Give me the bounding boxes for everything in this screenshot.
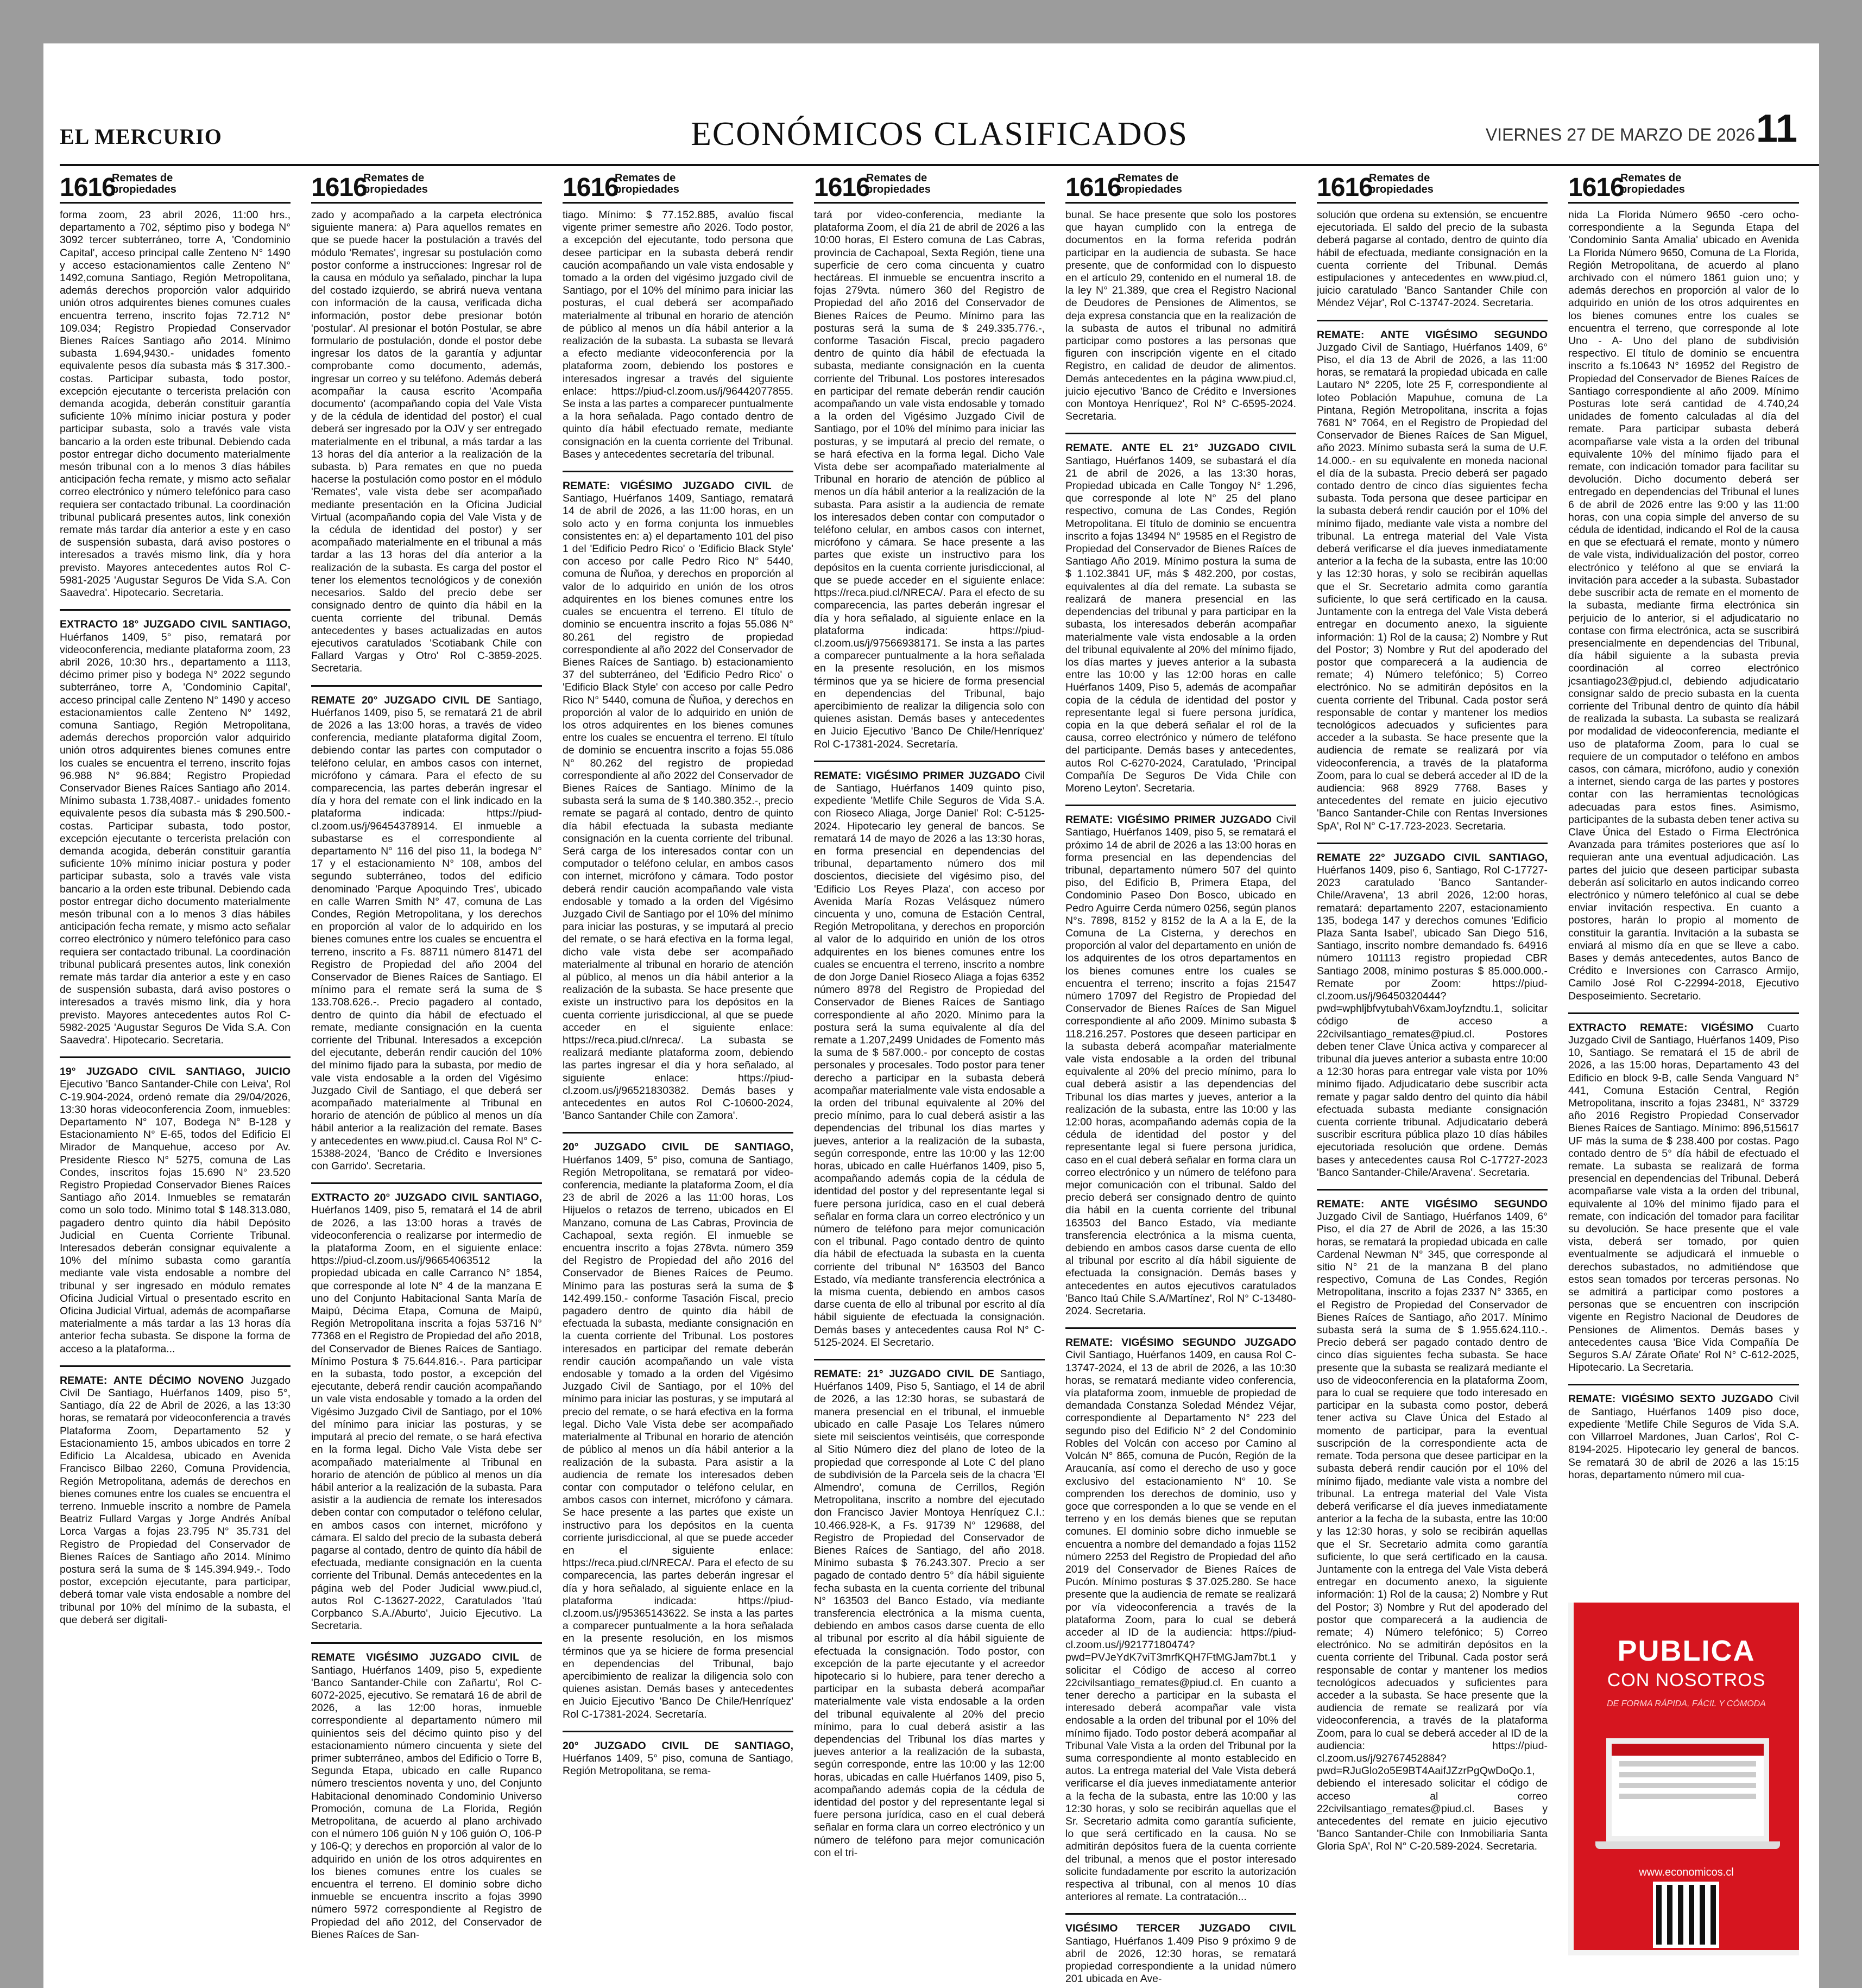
section-title: ECONÓMICOS CLASIFICADOS	[691, 116, 1188, 153]
newspaper-page	[43, 43, 1819, 1988]
auction-notice	[1065, 1922, 1296, 1985]
notice-text: Juzgado Civil de Santiago, Huérfanos 1409, 6° Piso, el día 13 de Abril de 2026, a las 11:00 horas, se rematará la propiedad ubicada en calle Lautaro N° 2205, lote 25 F, correspondiente al loteo Población Mapuhue, comuna de La Pintana, Región Metropolitana, inscrita a fojas 7681 N° 7064, en el Registro de Propiedad del Conservador de Bienes Raíces de San Miguel, año 2023. Mínimo subasta será la suma de U.F. 14.000.- en su equivalente en moneda nacional el día de la subasta. Precio deberá ser pagado contado dentro de cinco días siguientes fecha subasta. Toda persona que desee participar en la subasta deberá rendir caución por el 10% del mínimo fijado, mediante vale vista a nombre del tribunal. La entrega material del Vale Vista deberá verificarse el día jueves inmediatamente anterior a la fecha de la subasta, entre las 10:00 y las 12:30 horas, y solo se recibirán aquellas que el Sr. Secretario admita como garantía suficiente, lo que será certificado en la causa. Juntamente con la entrega del Vale Vista deberá entregar en documento anexo, la siguiente información: 1) Rol de la causa; 2) Nombre y Rut del Postor; 3) Nombre y Rut del apoderado del postor que comparecerá a la audiencia de remate; 4) Número telefónico; 5) Correo electrónico. No se admitirán depósitos en la cuenta corriente del Tribunal. Cada postor será responsable de contar y mantener los medios tecnológicos adecuados y suficientes para acceder a la subasta. Se hace presente que la audiencia de remate se realizará por vía videoconferencia, a través de la plataforma Zoom, para lo cual se deberá acceder al ID de la audiencia: 968 8929 7768. Bases y antecedentes del remate en juicio ejecutivo 'Banco Santander-Chile con Rentas Inversiones SpA', Rol N° C-17.723-2023. Secretaria.	[1317, 341, 1548, 832]
column-body	[1568, 204, 1799, 1491]
auction-notice	[814, 1368, 1045, 1859]
notice-text: nida La Florida Número 9650 -cero ocho-correspondiente a la Segunda Etapa del 'Condominio Santa Amalia' ubicado en Avenida La Florida Número 9650, Comuna de La Florida, Región Metropolitana, de acuerdo al plano archivado con el número 1861 guion uno; y además derechos en proporción al valor de lo adquirido en unión de los otros adquirentes en los bienes comunes entre los cuales se encuentra el terreno, que corresponde al lote Uno - A- Uno del plano de subdivisión respectivo. El título de dominio se encuentra inscrito a fs.10643 N° 16952 del Registro de Propiedad del Conservador de Bienes Raíces de Santiago correspondiente al año 2009. Mínimo Posturas lote será cantidad de 4.740,24 unidades de fomento calculadas al día del remate. Para participar subasta deberá acompañarse vale vista a la orden del tribunal equivalente 10% del mínimo fijado para el remate, con indicación tomador para facilitar su devolución. Dicho documento deberá ser entregado en dependencias del Tribunal el lunes 6 de abril de 2026 entre las 9:00 y las 11:00 horas, con una copia simple del anverso de su cédula de identidad, indicando el Rol de la causa en que se efectuará el remate, monto y número de vale vista, individualización del postor, correo electrónico y teléfono al que se enviará la invitación para acceder a la subasta. Subastador debe suscribir acta de remate en el momento de la subasta, mediante firma electrónica sin perjuicio de lo anterior, si el adjudicatario no contase con firma electrónica, acta se suscribirá presencialmente en dependencias del Tribunal, día hábil siguiente a la subasta previa coordinación al correo electrónico jcsantiago23@pjud.cl, debiendo adjudicatario consignar saldo de precio subasta en la cuenta corriente del Tribunal dentro de quinto día hábil de realizada la subasta. La subasta se realizará por modalidad de videoconferencia, mediante el uso de plataforma Zoom, para lo cual se requiere de un computador o teléfono en ambos casos, con cámara, micrófono, audio y conexión a internet, siendo carga de las partes y postores contar con las herramientas tecnológicas adecuadas para estos fines. Asimismo, participantes de la subasta deben tener activa su Clave Única del Estado o Firma Electrónica Avanzada para trámites posteriores que así lo requieran ante una eventual adjudicación. Las partes del juicio que deseen participar subasta deberán así solicitarlo en autos indicando correo electrónico y número telefónico al cual se debe enviar invitación respectiva. En cuanto a postores, harán lo propio al momento de constituir la garantía. Invitación a la subasta se enviará al mismo día en que se lleve a cabo. Bases y demás antecedentes, autos Banco de Crédito e Inversiones con Carrasco Armijo, Camilo José Rol C-22994-2018, Ejecutivo Desposeimiento. Secretario.	[1568, 209, 1799, 1002]
notice-heading: REMATE: ANTE VIGÉSIMO SEGUNDO	[1317, 328, 1548, 341]
notice-heading: EXTRACTO REMATE: VIGÉSIMO	[1568, 1021, 1754, 1034]
classified-code: 1616	[1065, 173, 1121, 202]
notice-heading: REMATE: ANTE VIGÉSIMO SEGUNDO	[1317, 1198, 1548, 1211]
notice-text: Juzgado Civil de Santiago, Huérfanos 1409, 6° Piso, el día 27 de Abril de 2026, a las 15:30 horas, se rematará la propiedad ubicada en calle Cardenal Newman N° 345, que corresponde al sitio N° 21 de la manzana B del plano respectivo, Comuna de Las Condes, Región Metropolitana, inscrito a fojas 2337 N° 3365, en el Registro de Propiedad del Conservador de Bienes Raíces de Santiago, año 2017. Mínimo subasta será la suma de $ 1.955.624.110.-. Precio deberá ser pagado contado dentro de cinco días siguientes fecha subasta. Se hace presente que la subasta se realizará mediante el uso de videoconferencia en la plataforma Zoom, para lo cual se requiere que todo interesado en participar en la subasta como postor, deberá tener activa su Clave Única del Estado al momento de participar, para la eventual suscripción de la correspondiente acta de remate. Toda persona que desee participar en la subasta deberá rendir caución por el 10% del mínimo fijado, mediante vale vista a nombre del tribunal. La entrega material del Vale Vista deberá verificarse el día jueves inmediatamente anterior a la fecha de la subasta, entre las 10:00 y las 12:30 horas, y solo se recibirán aquellas que el Sr. Secretario admita como garantía suficiente, lo que será certificado en la causa. Juntamente con la entrega del Vale Vista deberá entregar en documento anexo, la siguiente información: 1) Rol de la causa; 2) Nombre y Rut del Postor; 3) Nombre y Rut del apoderado del postor que comparecerá a la audiencia de remate; 4) Número telefónico; 5) Correo electrónico. No se admitirán depósitos en la cuenta corriente del Tribunal. Cada postor será responsable de contar y mantener los medios tecnológicos adecuados y suficientes para acceder a la subasta. Se hace presente que la audiencia de remate se realizará por vía videoconferencia, a través de la plataforma Zoom, para lo cual se deberá acceder al ID de la audiencia: https://piud-cl.zoom.us/j/92767452884?pwd=RJuGlo2o5E9BT4AaifJZzrPgQwDoQo.1, debiendo el interesado solicitar el código de acceso al correo 22civilsantiago_remates@piud.cl. Bases y antecedentes del remate en juicio ejecutivo 'Banco Santander-Chile con Inmobiliaria Santa Gloria SpA', Rol N° C-20.589-2024. Secretaria.	[1317, 1211, 1548, 1853]
notice-separator	[311, 1642, 542, 1644]
auction-notice	[563, 480, 793, 1122]
notice-heading: REMATE: ANTE DÉCIMO NOVENO	[60, 1374, 244, 1386]
auction-notice	[1568, 1022, 1799, 1375]
notice-separator	[1568, 1384, 1799, 1385]
notice-text: tará por video-conferencia, mediante la plataforma Zoom, el día 21 de abril de 2026 a las 10:00 horas, El Estero comuna de Las Cabras, provincia de Cachapoal, Sexta Región, tiene una superficie de cero coma cincuenta y cuatro hectáreas. El inmueble se encuentra inscrito a fojas 279vta. número 360 del Registro de Propiedad del año 2016 del Conservador de Bienes Raíces de Peumo. Mínimo para las posturas será la suma de $ 249.335.776.-, conforme Tasación Fiscal, precio pagadero dentro de quinto día hábil de efectuada la subasta, mediante consignación en la cuenta corriente del Tribunal. Los postores interesados en participar del remate deberán rendir caución acompañando un vale vista endosable y tomado a la orden del Vigésimo Juzgado Civil de Santiago, por el 10% del mínimo para iniciar las posturas, y se imputará al precio del remate, o se hará efectiva en la forma legal. Dicho Vale Vista debe ser acompañado materialmente al Tribunal en horario de atención de público al menos un día hábil anterior a la realización de la subasta. Para asistir a la audiencia de remate los interesados deben contar con computador o teléfono celular, en ambos casos con internet, micrófono y cámara. Se hace presente a las partes que existe un instructivo para los depósitos en la cuenta corriente jurisdiccional, al que se puede acceder en el siguiente enlace: https://reca.piud.cl/NRECA/. Para el efecto de su comparecencia, las partes deberán ingresar el día y hora señalado, al siguiente enlace en la plataforma indicada: https://piud-cl.zoom.us/j/97566938171. Se insta a las partes a comparecer puntualmente a la hora señalada en la presente resolución, en los mismos términos que ya se hiciere de forma presencial en dependencias del Tribunal, bajo apercibimiento de realizar la diligencia solo con quienes asistan. Demás bases y antecedentes en Juicio Ejecutivo 'Banco De Chile/Henríquez' Rol C-17381-2024. Secretaría.	[814, 209, 1045, 750]
notice-heading: REMATE: VIGÉSIMO SEXTO JUZGADO	[1568, 1393, 1773, 1405]
column-4	[814, 169, 1045, 1988]
notice-heading: EXTRACTO 20° JUZGADO CIVIL SANTIAGO,	[311, 1192, 542, 1204]
column-body	[60, 204, 291, 1626]
auction-notice	[814, 770, 1045, 1349]
auction-notice	[1317, 209, 1548, 310]
auction-notice	[1317, 329, 1548, 833]
header-rule	[60, 164, 1819, 166]
notice-separator	[563, 1731, 793, 1732]
classified-category: Remates de propiedades	[615, 172, 679, 195]
column-7	[1568, 169, 1799, 1988]
qr-code-icon[interactable]	[1656, 1885, 1716, 1945]
column-body	[814, 204, 1045, 1859]
column-2	[311, 169, 542, 1988]
auction-notice	[814, 209, 1045, 751]
notice-text: forma zoom, 23 abril 2026, 11:00 hrs., departamento a 702, séptimo piso y bodega N° 3092 tercer subterráneo, torre A, 'Condominio Capital', acceso principal calle Zenteno N° 1490 y acceso estacionamientos calle Zenteno N° 1492,comuna Santiago, Región Metropolitana, además derechos proporción valor adquirido unión otros adquirentes bienes comunes cuales encuentra terreno, inscrito fojas 72.712 N° 109.034; Registro Propiedad Conservador Bienes Raíces Santiago año 2014. Mínimo subasta 1.694,9430.- unidades fomento equivalente pesos día subasta más $ 317.300.- costas. Participar subasta, todo postor, excepción ejecutante o tercerista prelación con demanda acogida, deberán constituir garantía suficiente 10% mínimo iniciar postura y poder participar subasta, solo a través vale vista bancario a la orden este tribunal. Debiendo cada postor entregar dicho documento materialmente mesón tribunal con a lo menos 3 días hábiles anticipación fecha remate, y mismo acto señalar correo electrónico y número telefónico para caso requiera ser contactado tribunal. La coordinación tribunal publicará presentes autos, link conexión remate más tardar día anterior a este y en caso de suspensión subasta, dará aviso postores o interesados a través mismo link, día y hora previsto. Mayores antecedentes autos Rol C-5981-2025 'Augustar Seguros De Vida S.A. Con Saavedra'. Hipotecario. Secretaria.	[60, 209, 291, 599]
notice-separator	[814, 761, 1045, 762]
auction-notice	[60, 618, 291, 1047]
issue-date: VIERNES 27 DE MARZO DE 2026	[1485, 125, 1755, 144]
notice-separator	[1065, 433, 1296, 434]
column-body	[311, 204, 542, 1941]
auction-notice	[60, 209, 291, 599]
notice-separator	[563, 471, 793, 472]
column-header	[311, 169, 542, 204]
auction-notice	[311, 1192, 542, 1632]
notice-text: Huérfanos 1409, 5° piso, comuna de Santiago, Región Metropolitana, se rema-	[563, 1752, 793, 1777]
notice-text: bunal. Se hace presente que solo los postores que hayan cumplido con la entrega de documentos en la forma referida podrán participar en la audiencia de subasta. Se hace presente, que de conformidad con lo dispuesto en el artículo 29, contenido en el numeral 18. de la ley N° 21.389, que crea el Registro Nacional de Deudores de Pensiones de Alimentos, se deja expresa constancia que en la realización de la subasta de autos el tribunal no admitirá participar como postores a las personas que figuren con inscripción vigente en el citado Registro, en calidad de deudor de alimentos. Demás antecedentes en la página www.piud.cl, juicio ejecutivo 'Banco de Crédito e Inversiones con Montoya Henríquez', Rol N° C-6595-2024. Secretaria.	[1065, 209, 1296, 423]
ad-background	[1574, 1603, 1799, 1950]
notice-text: Huérfanos 1409, piso 5, rematará el 14 de abril de 2026, a las 13:00 horas a través de videoconferencia o realizarse por intermedio de la plataforma Zoom, en el siguiente enlace: https://piud-cl.zoom.us/j/96654063512 la propiedad ubicada en calle Carranco N° 1854, que corresponde al lote N° 4 de la manzana E uno del Conjunto Habitacional Santa María de Maipú, Décima Etapa, Comuna de Maipú, Región Metropolitana inscrita a fojas 53716 N° 77368 en el Registro de Propiedad del año 2018, del Conservador de Bienes Raíces de Santiago. Mínimo Postura $ 75.644.816.-. Para participar en la subasta, todo postor, a excepción del ejecutante, deberá rendir caución acompañando un vale vista endosable y tomado a la orden del Vigésimo Juzgado Civil de Santiago, por el 10% del mínimo para iniciar las posturas, y se imputará al precio del remate, o se hará efectiva en la forma legal. Dicho Vale Vista debe ser acompañado materialmente al Tribunal en horario de atención de público al menos un día hábil anterior a la realización de la subasta. Para asistir a la audiencia de remate los interesados deben contar con computador o teléfono celular, en ambos casos con internet, micrófono y cámara. El saldo del precio de la subasta deberá pagarse al contado, dentro de quinto día hábil de efectuada, mediante consignación en la cuenta corriente del Tribunal. Demás antecedentes en la página web del Poder Judicial www.piud.cl, autos Rol C-13627-2022, Caratulados 'Itaú Corpbanco S.A./Aburto', Juicio Ejecutivo. La Secretaria.	[311, 1204, 542, 1632]
ad-tagline: DE FORMA RÁPIDA, FÁCIL Y CÓMODA	[1607, 1699, 1766, 1708]
laptop-icon	[1606, 1738, 1769, 1841]
notice-separator	[563, 1132, 793, 1134]
notice-text: Civil de Santiago, Huérfanos 1409 quinto piso, expediente 'Metlife Chile Seguros de Vida S.A. con Rioseco Aliaga, Jorge Daniel' Rol: C-5125-2024. Hipotecario ley general de bancos. Se rematará 14 de mayo de 2026 a las 13:30 horas, en forma presencial en dependencias del tribunal, departamento número dos mil doscientos, diecisiete del vigésimo piso, del 'Edificio Los Reyes Plaza', con acceso por Avenida María Rozas Velásquez número cincuenta y uno, comuna de Estación Central, Región Metropolitana, y derechos en proporción al valor de lo adquirido en unión de los otros adquirentes en los bienes comunes entre los cuales se encuentra el terreno, inscrito a nombre de don Jorge Daniel Rioseco Aliaga a fojas 6352 número 8978 del Registro de Propiedad del Conservador de Bienes Raíces de Santiago correspondiente al año 2020. Mínimo para la postura será la suma equivalente al día del remate a 1.207,2499 Unidades de Fomento más la suma de $ 587.000.- por concepto de costas personales y procesales. Todo postor para tener derecho a participar en la subasta deberá acompañar materialmente vale vista endosable a la orden del tribunal equivalente al 20% del precio mínimo, para lo cual deberá asistir a las dependencias del tribunal los días martes y jueves, anterior a la realización de la subasta, según corresponde, entre las 10:00 y las 12:00 horas, ubicado en calle Huérfanos 1409, piso 5, acompañando además copia de la cédula de identidad del postor y del representante legal si fuere persona jurídica, caso en el cual deberá señalar en forma clara un correo electrónico y un número de teléfono para mejor comunicación con el tribunal. Pago contado dentro de quinto día hábil de efectuada la subasta en la cuenta corriente del tribunal N° 163503 del Banco Estado, vía mediante transferencia electrónica a la misma cuenta, debiendo en ambos casos darse cuenta de ello al tribunal por escrito al día hábil siguiente de efectuada la consignación. Demás bases y antecedentes causa Rol N° C-5125-2024. El Secretario.	[814, 769, 1045, 1348]
column-header	[563, 169, 793, 204]
auction-notice	[311, 209, 542, 675]
classified-code: 1616	[1568, 173, 1624, 202]
auction-notice	[1065, 1337, 1296, 1903]
auction-notice	[1568, 209, 1799, 1003]
column-body	[1065, 204, 1296, 1985]
notice-separator	[1317, 843, 1548, 844]
notice-separator	[1568, 1012, 1799, 1014]
notice-separator	[1317, 1189, 1548, 1191]
masthead	[60, 76, 1819, 152]
notice-text: Civil Santiago, Huérfanos 1409, en causa Rol C-13747-2024, el 13 de abril de 2026, a las 10:30 horas, se rematará mediante video conferencia, vía plataforma zoom, inmueble de propiedad de demandada Constanza Soledad Méndez Véjar, correspondiente al Departamento N° 223 del segundo piso del Edificio N° 2 del Condominio Robles del Volcán con acceso por Camino al Volcán N° 865, comuna de Pucón, Región de la Araucanía, así como el derecho de uso y goce exclusivo del estacionamiento N° 10. Se comprenden los derechos de dominio, uso y goce que corresponden a lo que se vende en el terreno y en los demás bienes que se reputan comunes. El dominio sobre dicho inmueble se encuentra a nombre del demandado a fojas 1152 número 2253 del Registro de Propiedad del año 2019 del Conservador de Bienes Raíces de Pucón. Mínimo posturas $ 37.025.280. Se hace presente que la audiencia de remate se realizará por vía videoconferencia a través de la plataforma Zoom, para lo cual se deberá acceder al ID de la audiencia: https://piud-cl.zoom.us/j/92177180474?pwd=PVJeYdK7viT3mrfKQH7FtMGJam7bt.1 y solicitar el Código de acceso al correo 22civilsantiago_remates@piud.cl. En cuanto a tener derecho a participar en la subasta el interesado deberá acompañar vale vista endosable a la orden del tribunal por el 10% del mínimo fijado. Todo postor deberá acompañar al Tribunal Vale Vista a la orden del Tribunal por la suma correspondiente al monto establecido en autos. La entrega material del Vale Vista deberá verificarse el día jueves inmediatamente anterior a la fecha de la subasta, entre las 10:00 y las 12:30 horas, y solo se recibirán aquellas que el Sr. Secretario admita como garantía suficiente, lo que será certificado en la causa. No se admitirán depósitos fuera de la cuenta corriente del tribunal, a menos que el postor interesado solicite fundadamente por escrito la autorización respectiva al tribunal, con al menos 10 días anteriores al remate. La contratación...	[1065, 1349, 1296, 1903]
auction-notice	[60, 1066, 291, 1356]
auction-notice	[563, 209, 793, 461]
auction-notice	[311, 1651, 542, 1941]
notice-heading: 20° JUZGADO CIVIL DE SANTIAGO,	[563, 1141, 793, 1154]
notice-text: Huérfanos 1409, 5° piso, comuna de Santiago, Región Metropolitana, se rematará por video-conferencia, mediante la plataforma Zoom, el día 23 de abril de 2026 a las 11:00 horas, Los Hijuelos o retazos de terreno, ubicados en El Manzano, comuna de Las Cabras, Provincia de Cachapoal, sexta región. El inmueble se encuentra inscrito a fojas 278vta. número 359 del Registro de Propiedad del año 2016 del Conservador de Bienes Raíces de Peumo. Mínimo para las posturas será la suma de $ 142.499.150.- conforme Tasación Fiscal, precio pagadero dentro de quinto día hábil de efectuada la subasta, mediante consignación en la cuenta corriente del Tribunal. Los postores interesados en participar del remate deberán rendir caución acompañando un vale vista endosable y tomado a la orden del Vigésimo Juzgado Civil de Santiago, por el 10% del mínimo para iniciar las posturas, y se imputará al precio del remate, o se hará efectiva en la forma legal. Dicho Vale Vista debe ser acompañado materialmente al Tribunal en horario de atención de público al menos un día hábil anterior a la realización de la subasta. Para asistir a la audiencia de remate los interesados deben contar con computador o teléfono celular, en ambos casos con internet, micrófono y cámara. Se hace presente a las partes que existe un instructivo para los depósitos en la cuenta corriente jurisdiccional, al que se puede acceder en el siguiente enlace: https://reca.piud.cl/NRECA/. Para el efecto de su comparecencia, las partes deberán ingresar el día y hora señalado, al siguiente enlace en la plataforma indicada: https://piud-cl.zoom.us/j/95365143622. Se insta a las partes a comparecer puntualmente a la hora señalada en la presente resolución, en los mismos términos que ya se hiciere de forma presencial en dependencias del Tribunal, bajo apercibimiento de realizar la diligencia solo con quienes asistan. Demás bases y antecedentes en Juicio Ejecutivo 'Banco De Chile/Henríquez' Rol C-17381-2024. Secretaría.	[563, 1154, 793, 1720]
notice-separator	[60, 1056, 291, 1058]
notice-heading: REMATE: VIGÉSIMO PRIMER JUZGADO	[1065, 814, 1272, 826]
notice-separator	[814, 1359, 1045, 1360]
column-header	[1568, 169, 1799, 204]
notice-separator	[311, 685, 542, 687]
auction-notice	[1317, 852, 1548, 1179]
classified-code: 1616	[1317, 173, 1373, 202]
column-header	[1065, 169, 1296, 204]
auction-notice	[1317, 1198, 1548, 1853]
notice-heading: REMATE 22° JUZGADO CIVIL SANTIAGO,	[1317, 851, 1548, 864]
laptop-base-icon	[1595, 1841, 1780, 1849]
notice-heading: REMATE: VIGÉSIMO SEGUNDO JUZGADO	[1065, 1337, 1296, 1349]
auction-notice	[311, 694, 542, 1173]
notice-heading: REMATE: VIGÉSIMO JUZGADO CIVIL	[563, 480, 772, 492]
notice-text: Ejecutivo 'Banco Santander-Chile con Leiva', Rol C-19.904-2024, ordenó remate día 29/04/2026, 13:30 horas videoconferencia Zoom, inmuebles: Departamento N° 107, Bodega N° B-128 y Estacionamiento N° E-65, todos del Edificio El Mirador de Manquehue, acceso por Av. Presidente Riesco N° 5275, comuna de Las Condes, inscritos fojas 15.690 N° 23.520 Registro Propiedad Conservador Bienes Raíces Santiago año 2014. Inmuebles se rematarán como un solo todo. Mínimo total $ 148.313.080, pagadero dentro quinto día hábil Depósito Judicial en Cuenta Corriente Tribunal. Interesados deberán consignar equivalente a 10% del mínimo subasta como garantía mediante vale vista endosable a nombre del tribunal y ser ingresado en módulo remates Oficina Judicial Virtual o presentado escrito en Oficina Judicial Virtual, además de acompañarse materialmente a más tardar a las 13 horas día anterior fecha subasta. Se dispone la forma de acceso a la plataforma...	[60, 1078, 291, 1355]
column-body	[563, 204, 793, 1777]
notice-text: Cuarto Juzgado Civil de Santiago, Huérfanos 1409, Piso 10, Santiago. Se rematará el 15 de abril de 2026, a las 15:00 horas, Departamento 43 del Edificio en block 9-B, calle Senda Vanguard N° 441, Comuna Estación Central, Región Metropolitana, inscrito a fojas 23481, N° 33729 año 2016 Registro Propiedad Conservador Bienes Raíces de Santiago. Mínimo: 896,515617 UF más la suma de $ 238.400 por costas. Pago contado dentro de 5° día hábil de efectuado el remate. La subasta se realizará de forma presencial en dependencias del Tribunal. Deberá acompañarse vale vista a la orden del tribunal, equivalente al 10% del mínimo fijado para el remate, con indicación del tomador para facilitar su devolución. Se hace presente que el vale vista, deberá ser tomado, por quien eventualmente se adjudicará el inmueble o derechos subastados, no admitiéndose que estos sean tomados por terceras personas. No se admitirá a participar como postores a personas que se encuentren con inscripción vigente en Registro Nacional de Deudores de Pensiones de Alimentos. Demás bases y antecedentes causa 'Bice Vida Compañía De Seguros S.A/ Zárate Oñate' Rol N° C-612-2025, Hipotecario. La Secretaria.	[1568, 1021, 1799, 1374]
column-5	[1065, 169, 1296, 1988]
ad-subtitle: CON NOSOTROS	[1607, 1670, 1766, 1691]
notice-heading: REMATE: 21° JUZGADO CIVIL DE	[814, 1368, 994, 1381]
classified-category: Remates de propiedades	[866, 172, 931, 195]
auction-notice	[1065, 814, 1296, 1318]
classified-category: Remates de propiedades	[112, 172, 176, 195]
classified-code: 1616	[563, 173, 618, 202]
notice-heading: REMATE. ANTE EL 21° JUZGADO CIVIL	[1065, 442, 1296, 454]
auction-notice	[563, 1740, 793, 1778]
column-3	[563, 169, 793, 1988]
notice-separator	[60, 1365, 291, 1367]
notice-text: zado y acompañado a la carpeta electrónica siguiente manera: a) Para aquellos remates en que se puede hacer la postulación a través del módulo 'Remates', ingresar su postulación como postor conforme a instrucciones: Ingresar rol de la causa en módulo ya señalado, pinchar la lupa del costado izquierdo, se abrirá nueva ventana con información de la causa, verificada dicha información, postor debe presionar botón 'postular'. Al presionar el botón Postular, se abre formulario de postulación, donde el postor debe ingresar los datos de la garantía y adjuntar comprobante como documento, además, ingresar un correo y su teléfono. Además deberá acompañar la causa escrito 'Acompaña documento' (acompañando copia del Vale Vista y de la cédula de identidad del postor) el cual deberá ser ingresado por la OJV y ser entregado materialmente en el tribunal, a más tardar a las 13 horas del día anterior a la realización de la subasta. b) Para remates en que no pueda hacerse la postulación como postor en el módulo 'Remates', vale vista debe ser acompañado mediante presentación en la Oficina Judicial Virtual (acompañando copia del Vale Vista y de la cédula de identidad del postor) y ser acompañado materialmente en el tribunal a más tardar a las 13 horas del día anterior a la realización de la subasta. Es carga del postor el tener los elementos tecnológicos y de conexión necesarios. Saldo del precio debe ser consignado dentro de quinto día hábil en la cuenta corriente del tribunal. Demás antecedentes y bases actualizadas en autos ejecutivos caratulados 'Scotiabank Chile con Fallard Vargas y Otro' Rol C-3859-2025. Secretaria.	[311, 209, 542, 675]
ad-title: PUBLICA	[1617, 1635, 1756, 1667]
auction-notice	[1065, 442, 1296, 795]
auction-notice	[1065, 209, 1296, 423]
notice-heading: REMATE VIGÉSIMO JUZGADO CIVIL	[311, 1651, 520, 1664]
notice-separator	[1065, 805, 1296, 806]
notice-separator	[1317, 320, 1548, 321]
notice-text: tiago. Mínimo: $ 77.152.885, avalúo fiscal vigente primer semestre año 2026. Todo postor, a excepción del ejecutante, todo persona que desee participar en la subasta deberá rendir caución acompañando un vale vista endosable y tomado a la orden del vigésimo juzgado civil de Santiago, por el 10% del mínimo para iniciar las posturas, el cual deberá ser acompañado materialmente al tribunal en horario de atención de público al menos un día hábil anterior a la realización de la subasta. La subasta se llevará a efecto mediante videoconferencia por la plataforma zoom, debiendo los postores e interesados ingresar a través del siguiente enlace: https://piud-cl.zoom.us/j/96442077855. Se insta a las partes a comparecer puntualmente a la hora señalada. Pago contado dentro de quinto día hábil efectuado remate, mediante consignación en la cuenta corriente del Tribunal. Bases y antecedentes secretaría del tribunal.	[563, 209, 793, 460]
classified-category: Remates de propiedades	[1620, 172, 1685, 195]
columns-area	[60, 169, 1819, 1988]
notice-text: Santiago, Huérfanos 1409, Piso 5, Santiago, el 14 de abril de 2026, a las 12:30 horas, se subastará de manera presencial en el tribunal, el inmueble ubicado en calle Pasaje Los Telares número siete mil seiscientos veintiséis, que corresponde al Sitio Número diez del plano de loteo de la propiedad que corresponde al Lote C del plano de subdivisión de la Parcela seis de la chacra 'El Almendro', comuna de Cerrillos, Región Metropolitana, inscrito a nombre del ejecutado don Francisco Javier Montoya Henríquez C.I.: 10.466.928-K, a Fs. 91739 N° 129688, del Registro de Propiedad del Conservador de Bienes Raíces de Santiago, del año 2018. Mínimo subasta $ 76.243.307. Precio a ser pagado de contado dentro 5° día hábil siguiente fecha subasta en la cuenta corriente del tribunal N° 163503 del Banco Estado, vía mediante transferencia electrónica a la misma cuenta, debiendo en ambos casos darse cuenta de ello al tribunal por escrito al día hábil siguiente de efectuada la consignación. Todo postor, con excepción de la parte ejecutante y el acreedor hipotecario si lo hubiere, para tener derecho a participar en la subasta deberá acompañar materialmente vale vista endosable a la orden del tribunal equivalente al 20% del precio mínimo, para lo cual deberá asistir a las dependencias del Tribunal los días martes y jueves anterior a la realización de la subasta, según corresponde, entre las 10:00 y las 12:00 horas, ubicadas en calle Huérfanos 1409, piso 5, acompañando además copia de la cédula de identidad del postor y del representante legal si fuere persona jurídica, caso en el cual deberá señalar en forma clara un correo electrónico y un número de teléfono para mejor comunicación con el tri-	[814, 1368, 1045, 1859]
newspaper-name: EL MERCURIO	[60, 124, 222, 149]
ad-url[interactable]: www.economicos.cl	[1639, 1866, 1734, 1878]
notice-separator	[60, 609, 291, 611]
classified-code: 1616	[814, 173, 870, 202]
notice-text: Santiago, Huérfanos 1409, se subastará el día 21 de abril de 2026, a las 13:30 horas, Propiedad ubicada en Calle Tongoy N° 1.296, que corresponde al lote N° 25 del plano respectivo, comuna de Las Condes, Región Metropolitana. El título de dominio se encuentra inscrito a fojas 13494 N° 19585 en el Registro de Propiedad del Conservador de Bienes Raíces de Santiago Año 2019. Mínimo postura la suma de $ 1.102.3841 UF, más $ 482.200, por costas, equivalentes al día del remate. La subasta se realizará de manera presencial en las dependencias del tribunal y para participar en la subasta, los interesados deberán acompañar materialmente vale vista endosable a la orden del tribunal equivalente al 20% del mínimo fijado, los días martes y jueves anterior a la subasta entre las 10:00 y las 12:00 horas en calle Huérfanos 1409, Piso 5, además de acompañar copia de la cédula de identidad del postor y representante legal si fuere persona jurídica, copia en la que deberá señalar el rol de la causa, correo electrónico y número de teléfono del participante. Demás bases y antecedentes, autos Rol C-6270-2024, Caratulado, 'Principal Compañía De Seguros De Vida Chile con Moreno Leyton'. Secretaria.	[1065, 454, 1296, 794]
notice-text: Huérfanos 1409, 5° piso, rematará por videoconferencia, mediante plataforma zoom, 23 abril 2026, 10:30 hrs., departamento a 1113, décimo primer piso y bodega N° 2022 segundo subterráneo, torre A, 'Condominio Capital', acceso principal calle Zenteno N° 1490 y acceso estacionamientos calle Zenteno N° 1492, comuna Santiago, Región Metropolitana, además derechos proporción valor adquirido unión otros adquirentes bienes comunes entre los cuales se encuentra el terreno, inscrito fojas 96.988 N° 96.884; Registro Propiedad Conservador Bienes Raíces Santiago año 2014. Mínimo subasta 1.738,4087.- unidades fomento equivalente pesos día subasta más $ 290.500.- costas. Participar subasta, todo postor, excepción ejecutante o tercerista prelación con demanda acogida, deberán constituir garantía suficiente 10% mínimo iniciar postura y poder participar subasta, solo a través vale vista bancario a la orden este tribunal. Debiendo cada postor entregar dicho documento materialmente mesón tribunal con a lo menos 3 días hábiles anticipación fecha remate, y mismo acto señalar correo electrónico y número telefónico para caso requiera ser contactado tribunal. La coordinación tribunal publicará presentes autos, link conexión remate más tardar día anterior a este y en caso de suspensión subasta, dará aviso postores o interesados a través mismo link, día y hora previsto. Mayores antecedentes autos Rol C-5982-2025 'Augustar Seguros De Vida S.A. Con Saavedra'. Hipotecario. Secretaria.	[60, 631, 291, 1046]
classified-category: Remates de propiedades	[363, 172, 428, 195]
notice-heading: REMATE 20° JUZGADO CIVIL DE	[311, 694, 491, 706]
notice-text: solución que ordena su extensión, se encuentre ejecutoriada. El saldo del precio de la subasta deberá pagarse al contado, dentro de quinto día hábil de efectuada, mediante consignación en la cuenta corriente del Tribunal. Demás estipulaciones y antecedentes en www.piud.cl, juicio caratulado 'Banco Santander Chile con Méndez Véjar', Rol C-13747-2024. Secretaria.	[1317, 209, 1548, 309]
column-header	[60, 169, 291, 204]
auction-notice	[60, 1375, 291, 1626]
column-header	[1317, 169, 1548, 204]
auction-notice	[1568, 1393, 1799, 1481]
notice-heading: 20° JUZGADO CIVIL DE SANTIAGO,	[563, 1739, 793, 1752]
notice-text: de Santiago, Huérfanos 1409, piso 5, expediente 'Banco Santander-Chile con Zañartu', Rol C-6072-2025, ejecutivo. Se rematará 16 de abril de 2026, a las 12:00 horas, inmueble correspondiente al departamento número mil quinientos seis del décimo quinto piso y del estacionamiento número cincuenta y siete del primer subterráneo, ambos del Edificio o Torre B, Segunda Etapa, ubicado en calle Rupanco número trescientos noventa y uno, del Conjunto Habitacional denominado Condominio Universo Promoción, comuna de La Florida, Región Metropolitana, de acuerdo al plano archivado con el número 106 guión N y 106 guión O, 106-P y 106-Q; y derechos en proporción al valor de lo adquirido en unión de los otros adquirentes en los bienes comunes entre los cuales se encuentra el terreno. El dominio sobre dicho inmueble se encuentra inscrito a fojas 3990 número 5972 correspondiente al Registro de Propiedad del año 2012, del Conservador de Bienes Raíces de San-	[311, 1651, 542, 1941]
column-6	[1317, 169, 1548, 1988]
notice-heading: REMATE: VIGÉSIMO PRIMER JUZGADO	[814, 769, 1020, 782]
notice-separator	[1065, 1327, 1296, 1329]
notice-separator	[311, 1182, 542, 1184]
notice-heading: VIGÉSIMO TERCER JUZGADO CIVIL	[1065, 1922, 1296, 1935]
notice-heading: EXTRACTO 18° JUZGADO CIVIL SANTIAGO,	[60, 618, 291, 631]
classified-code: 1616	[311, 173, 367, 202]
notice-text: Santiago, Huérfanos 1.409 Piso 9 próximo 9 de abril de 2026, 12:30 horas, se rematará propiedad correspondiente a la unidad número 201 ubicada en Ave-	[1065, 1935, 1296, 1985]
page-number: 11	[1756, 107, 1797, 150]
notice-text: Juzgado Civil De Santiago, Huérfanos 1409, piso 5°, Santiago, día 22 de Abril de 2026, a las 13:30 horas, se rematará por videoconferencia a través Plataforma Zoom, Departamento 52 y Estacionamiento 15, ambos ubicados en torre 2 Edificio La Alcaldesa, ubicado en Avenida Francisco Bilbao 2260, Comuna Providencia, Región Metropolitana, además de derechos en bienes comunes entre los cuales se encuentra el terreno. Inmueble inscrito a nombre de Pamela Beatriz Fullard Vargas y Jorge Andrés Aníbal Lorca Vargas a fojas 23.795 N° 35.731 del Registro de Propiedad del Conservador de Bienes Raíces de Santiago año 2014. Mínimo postura será la suma de $ 145.394.949.-. Todo postor, excepción ejecutante, para participar, deberá tomar vale vista endosable a nombre del tribunal por 10% del mínimo de la subasta, el que deberá ser digitali-	[60, 1374, 291, 1626]
advertisement[interactable]	[1568, 1603, 1799, 1955]
auction-notice	[563, 1141, 793, 1720]
column-body	[1317, 204, 1548, 1853]
notice-text: Civil Santiago, Huérfanos 1409, piso 5, se rematará el próximo 14 de abril de 2026 a las 13:00 horas en forma presencial en las dependencias del tribunal, departamento número 507 del quinto piso, del Edificio B, Primera Etapa, del Condominio Paseo Don Bosco, ubicado en Pedro Aguirre Cerda número 0256, según planos N°s. 7898, 8152 y 8152 de la A a la E, de la Comuna de La Cisterna, y derechos en proporción al valor del departamento en unión de los adquirentes de los otros departamentos en los bienes comunes entre los cuales se encuentra el terreno; inscrito a fojas 21547 número 17097 del Registro de Propiedad del Conservador de Bienes Raíces de San Miguel correspondiente al año 2009. Mínimo subasta $ 118.216.257. Postores que deseen participar en la subasta deberá acompañar materialmente vale vista endosable a la orden del tribunal equivalente al 20% del precio mínimo, para lo cual deberá asistir a las dependencias del Tribunal los días martes y jueves, anterior a la realización de la subasta, entre las 10:00 y las 12:00 horas, acompañando además copia de la cédula de identidad del postor y del representante legal si fuere persona jurídica, caso en el cual deberá señalar en forma clara un correo electrónico y un número de teléfono para mejor comunicación con el tribunal. Saldo del precio deberá ser consignado dentro de quinto día hábil en la cuenta corriente del tribunal 163503 del Banco Estado, vía mediante transferencia electrónica a la misma cuenta, debiendo en ambos casos darse cuenta de ello al tribunal por escrito al día hábil siguiente de efectuada la consignación. Demás bases y antecedentes en autos ejecutivos caratulados 'Banco Itaú Chile S.A/Martínez', Rol N° C-13480-2024. Secretaria.	[1065, 814, 1296, 1318]
classified-category: Remates de propiedades	[1118, 172, 1182, 195]
notice-separator	[1065, 1913, 1296, 1915]
notice-text: de Santiago, Huérfanos 1409, Santiago, rematará 14 de abril de 2026, a las 11:00 horas, en un solo acto y en forma conjunta los inmuebles consistentes en: a) el departamento 101 del piso 1 del 'Edificio Pedro Rico' o 'Edificio Black Style' con acceso por calle Pedro Rico N° 5440, comuna de Ñuñoa, y derechos en proporción al valor de lo adquirido en unión de los otros adquirentes en los bienes comunes entre los cuales se encuentra el terreno. El título de dominio se encuentra inscrito a fojas 55.086 N° 80.261 del registro de propiedad correspondiente al año 2022 del Conservador de Bienes Raíces de Santiago. b) estacionamiento 37 del subterráneo, del 'Edificio Pedro Rico' o 'Edificio Black Style' con acceso por calle Pedro Rico N° 5440, comuna de Ñuñoa, y derechos en proporción al valor de lo adquirido en unión de los otros adquirentes en los bienes comunes entre los cuales se encuentra el terreno. El título de dominio se encuentra inscrito a fojas 55.086 N° 80.262 del registro de propiedad correspondiente al año 2022 del Conservador de Bienes Raíces de Santiago. Mínimo de la subasta será la suma de $ 140.380.352.-, precio remate se pagará al contado, dentro de quinto día hábil efectuada la subasta mediante consignación en la cuenta corriente del tribunal. Será carga de los interesados contar con un computador o teléfono celular, en ambos casos con internet, micrófono y cámara. Todo postor deberá rendir caución acompañando vale vista endosable y tomado a la orden del Vigésimo Juzgado Civil de Santiago por el 10% del mínimo para iniciar las posturas, y se imputará al precio del remate, o se hará efectiva en la forma legal, dicho vale vista debe ser acompañado materialmente al tribunal en horario de atención al público, al menos un día hábil anterior a la realización de la subasta. Se hace presente que existe un instructivo para los depósitos en la cuenta corriente jurisdiccional, al que se puede acceder en el siguiente enlace: https://reca.piud.cl/nreca/. La subasta se realizará mediante plataforma zoom, debiendo las partes ingresar el día y hora señalado, al siguiente enlace: https://piud-cl.zoom.us/j/96521830382. Demás bases y antecedentes en autos Rol C-10600-2024, 'Banco Santander Chile con Zamora'.	[563, 480, 793, 1122]
notice-text: Huérfanos 1409, piso 6, Santiago, Rol C-17727-2023 caratulado 'Banco Santander-Chile/Aravena', 13 abril 2026, 12:00 horas, rematará: departamento 2207, estacionamiento 135, bodega 147 y derechos comunes 'Edificio Plaza Santa Isabel', ubicado San Diego 516, Santiago, inscrito nombre demandado fs. 64916 número 101113 registro propiedad CBR Santiago 2008, mínimo posturas $ 85.000.000.- Remate por Zoom: https://piud-cl.zoom.us/j/96450320444?pwd=wphljbfvytubahV6xamJoyfzndtu.1, solicitar código de acceso a 22civilsantiago_remates@piud.cl. Postores deben tener Clave Única activa y comparecer al tribunal día jueves anterior a subasta entre 10:00 a 12:30 horas para entregar vale vista por 10% mínimo fijado. Adjudicatario debe suscribir acta remate y pagar saldo dentro del quinto día hábil efectuada subasta mediante consignación cuenta corriente tribunal. Adjudicatario deberá suscribir escritura pública plazo 10 días hábiles ejecutoriada resolución que ordene. Demás bases y antecedentes causa Rol C-17727-2023 'Banco Santander-Chile/Aravena'. Secretaria.	[1317, 864, 1548, 1179]
notice-text: Santiago, Huérfanos 1409, piso 5, se rematará 21 de abril de 2026 a las 13:00 horas, a través de video conferencia, mediante plataforma digital Zoom, debiendo contar las partes con computador o teléfono celular, en ambos casos con internet, micrófono y cámara. Para el efecto de su comparecencia, las partes deberán ingresar el día y hora del remate con el link indicado en la plataforma indicada: https://piud-cl.zoom.us/j/96454378914. El inmueble a subastarse es el correspondiente al departamento N° 116 del piso 11, la bodega N° 17 y el estacionamiento N° 108, ambos del segundo subterráneo, todos del edificio denominado 'Parque Apoquindo Tres', ubicado en calle Warren Smith N° 47, comuna de Las Condes, Región Metropolitana, y los derechos en proporción al valor de lo adquirido en los bienes comunes entre los cuales se encuentra el terreno, inscrito a Fs. 88711 número 81471 del Registro de Propiedad del año 2004 del Conservador de Bienes Raíces de Santiago. El mínimo para el remate será la suma de $ 133.708.626.-. Precio pagadero al contado, dentro de quinto día hábil de efectuado el remate, mediante consignación en la cuenta corriente del Tribunal. Interesados a excepción del ejecutante, deberán rendir caución del 10% del mínimo fijado para la subasta, por medio de vale vista endosable a la orden del Vigésimo Juzgado Civil de Santiago, el que deberá ser acompañado materialmente al Tribunal en horario de atención de público al menos un día hábil anterior a la realización del remate. Bases y antecedentes en www.piud.cl. Causa Rol N° C-15388-2024, 'Banco de Crédito e Inversiones con Garrido'. Secretaria.	[311, 694, 542, 1173]
notice-text: Civil de Santiago, Huérfanos 1409 piso doce, expediente 'Metlife Chile Seguros de Vida S.A. con Villarroel Mardones, Juan Carlos', Rol C-8194-2025. Hipotecario ley general de bancos. Se rematará 30 de abril de 2026 a las 15:15 horas, departamento número mil cua-	[1568, 1393, 1799, 1481]
classified-code: 1616	[60, 173, 116, 202]
notice-heading: 19° JUZGADO CIVIL SANTIAGO, JUICIO	[60, 1066, 291, 1078]
column-header	[814, 169, 1045, 204]
classified-category: Remates de propiedades	[1369, 172, 1434, 195]
column-1	[60, 169, 291, 1988]
